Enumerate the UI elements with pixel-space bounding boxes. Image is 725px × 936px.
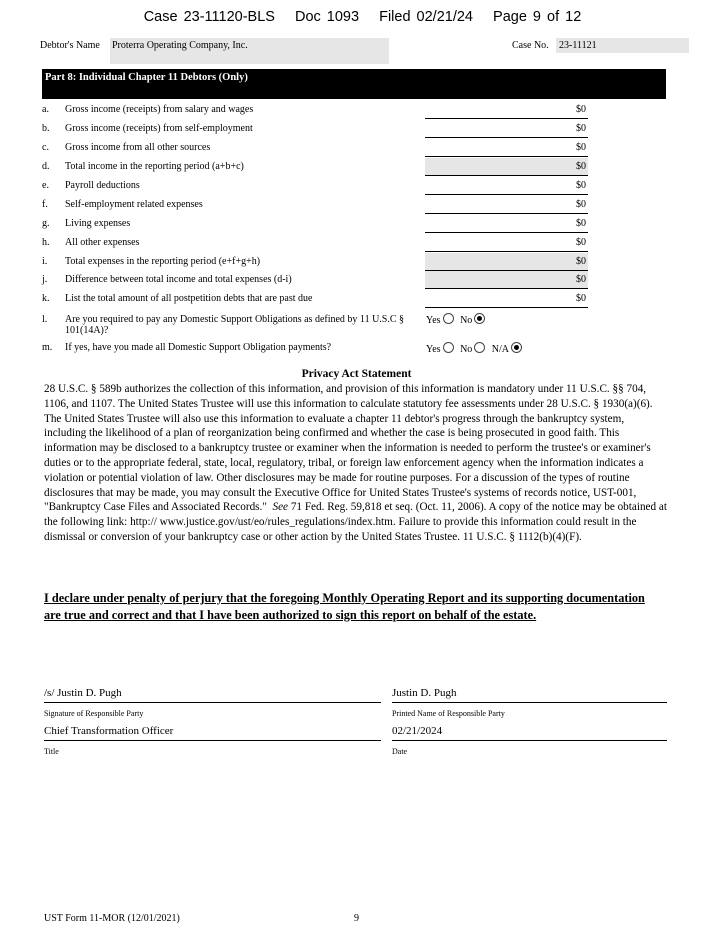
signature-line <box>44 687 381 703</box>
no-radio[interactable] <box>474 342 485 353</box>
date-line <box>392 725 667 741</box>
yes-label: Yes <box>426 315 441 326</box>
amount-field <box>425 196 588 214</box>
na-label: N/A <box>491 344 510 355</box>
row-letter: i. <box>42 256 48 267</box>
row-label: Gross income from all other sources <box>65 142 211 153</box>
debtor-name-field <box>110 38 389 64</box>
printed-name-caption: Printed Name of Responsible Party <box>392 709 505 718</box>
date-caption: Date <box>392 747 408 756</box>
row-letter: g. <box>42 218 50 229</box>
privacy-act-body <box>44 382 669 545</box>
amount-field <box>425 271 588 289</box>
amount-field <box>425 139 588 157</box>
title-line <box>44 725 381 741</box>
amount-value: $0 <box>576 161 586 172</box>
title-caption: Title <box>44 747 59 756</box>
row-label: Living expenses <box>65 218 131 229</box>
question-m-letter: m. <box>42 342 53 353</box>
date-value: 02/21/2024 <box>392 725 443 737</box>
privacy-act-title: Privacy Act Statement <box>301 368 412 380</box>
printed-name-value: Justin D. Pugh <box>392 687 457 699</box>
amount-value: $0 <box>576 199 586 210</box>
signature-caption: Signature of Responsible Party <box>44 709 144 718</box>
question-m-text: If yes, have you made all Domestic Support Obligation payments? <box>65 342 332 353</box>
table-row <box>42 271 666 290</box>
privacy-body-see: See <box>272 501 289 514</box>
row-label: Self-employment related expenses <box>65 199 203 210</box>
amount-field <box>425 120 588 138</box>
debtor-name-label: Debtor's Name <box>40 40 100 51</box>
signature-value: /s/ Justin D. Pugh <box>44 687 122 699</box>
case-no-value: 23-11121 <box>559 40 597 51</box>
yes-radio[interactable] <box>443 342 454 353</box>
no-label: No <box>460 315 473 326</box>
row-letter: b. <box>42 123 50 134</box>
doc-number-header: Doc 1093 <box>294 9 360 25</box>
table-row <box>42 139 666 158</box>
part8-title: Part 8: Individual Chapter 11 Debtors (Only) <box>45 72 248 83</box>
row-letter: d. <box>42 161 50 172</box>
amount-field <box>425 253 588 271</box>
debtor-name-value: Proterra Operating Company, Inc. <box>112 40 248 51</box>
page-count-header: Page 9 of 12 <box>493 9 582 25</box>
title-value: Chief Transformation Officer <box>44 725 174 737</box>
row-label: Total expenses in the reporting period (e+f+g+h) <box>65 256 261 267</box>
amount-value: $0 <box>576 180 586 191</box>
row-letter: j. <box>42 274 48 285</box>
amount-value: $0 <box>576 274 586 285</box>
row-letter: f. <box>42 199 48 210</box>
table-row <box>42 234 666 253</box>
yes-label: Yes <box>426 344 441 355</box>
row-label: All other expenses <box>65 237 140 248</box>
row-label: Total income in the reporting period (a+b+c) <box>65 161 244 172</box>
table-row <box>42 101 666 120</box>
row-letter: e. <box>42 180 49 191</box>
table-row <box>42 196 666 215</box>
form-footer: UST Form 11-MOR (12/01/2021) <box>44 913 180 924</box>
court-header <box>0 9 725 25</box>
row-label: Difference between total income and total expenses (d-i) <box>65 274 292 285</box>
question-m-options <box>426 342 526 355</box>
amount-value: $0 <box>576 218 586 229</box>
row-letter: k. <box>42 293 50 304</box>
no-radio[interactable] <box>474 313 485 324</box>
row-letter: h. <box>42 237 50 248</box>
table-row <box>42 215 666 234</box>
amount-value: $0 <box>576 104 586 115</box>
amount-field <box>425 158 588 176</box>
row-label: Gross income (receipts) from salary and wages <box>65 104 254 115</box>
amount-field <box>425 101 588 119</box>
amount-field <box>425 290 588 308</box>
amount-field <box>425 177 588 195</box>
row-label: List the total amount of all postpetition debts that are past due <box>65 293 313 304</box>
filed-date-header: Filed 02/21/24 <box>379 9 473 25</box>
privacy-body-part1: 28 U.S.C. § 589b authorizes the collection of this information, and provision of this information is mandatory under 11 U.S.C. §§ 704, 1106, and 1107. The United States Trustee will use this information to calculate statutory fee assessments under 28 U.S.C. § 1930(a)(6). The United States Trustee will also use this information to evaluate a chapter 11 debtor's progress through the bankruptcy system, including the likelihood of a plan of reorganization being confirmed and whether the case is being prosecuted in good faith. This information may be disclosed to a bankruptcy trustee or examiner when the information is needed to perform the trustee's or examiner's duties or to the appropriate federal, state, local, regulatory, tribal, or foreign law enforcement agency when the information indicates a violation or potential violation of law. Other disclosures may be made for routine purposes. For a discussion of the types of routine disclosures that may be made, you may consult the Executive Office for United States Trustee's systems of records notice, UST-001, "Bankruptcy Case Files and Associated Records." <box>44 383 653 514</box>
printed-name-line <box>392 687 667 703</box>
yes-radio[interactable] <box>443 313 454 324</box>
amount-value: $0 <box>576 256 586 267</box>
privacy-body-part2: 71 Fed. Reg. 59,818 et seq. (Oct. 11, 2006). A copy of the notice may be obtained at the following link: http:// www.justice.gov/ust/eo/rules_regulations/index.htm. Failure to provide this information could result in the dismissal or conversion of your bankruptcy case or other action by the United States Trustee. 11 U.S.C. § 1112(b)(4)(F). <box>44 501 667 543</box>
question-l-text: Are you required to pay any Domestic Support Obligations as defined by 11 U.S.C § 101(14A)? <box>65 314 405 336</box>
table-row <box>42 158 666 177</box>
row-letter: c. <box>42 142 49 153</box>
row-letter: a. <box>42 104 49 115</box>
table-row <box>42 177 666 196</box>
row-label: Gross income (receipts) from self-employment <box>65 123 253 134</box>
table-row <box>42 120 666 139</box>
question-l-options <box>426 313 489 326</box>
table-row <box>42 253 666 272</box>
case-number-header: Case 23-11120-BLS <box>143 9 275 25</box>
no-label: No <box>460 344 473 355</box>
amount-field <box>425 234 588 252</box>
amount-value: $0 <box>576 237 586 248</box>
part8-header <box>42 69 666 99</box>
page-number: 9 <box>354 913 359 924</box>
amount-value: $0 <box>576 293 586 304</box>
amount-value: $0 <box>576 123 586 134</box>
amount-value: $0 <box>576 142 586 153</box>
question-l-letter: l. <box>42 314 48 325</box>
na-radio[interactable] <box>511 342 522 353</box>
perjury-declaration: I declare under penalty of perjury that the foregoing Monthly Operating Report and its supporting documentation are true and correct and that I have been authorized to sign this report on behalf of the estate. <box>44 591 645 622</box>
row-label: Payroll deductions <box>65 180 140 191</box>
amount-field <box>425 215 588 233</box>
case-no-field <box>556 38 689 53</box>
table-row <box>42 290 666 309</box>
case-no-label: Case No. <box>512 40 549 51</box>
